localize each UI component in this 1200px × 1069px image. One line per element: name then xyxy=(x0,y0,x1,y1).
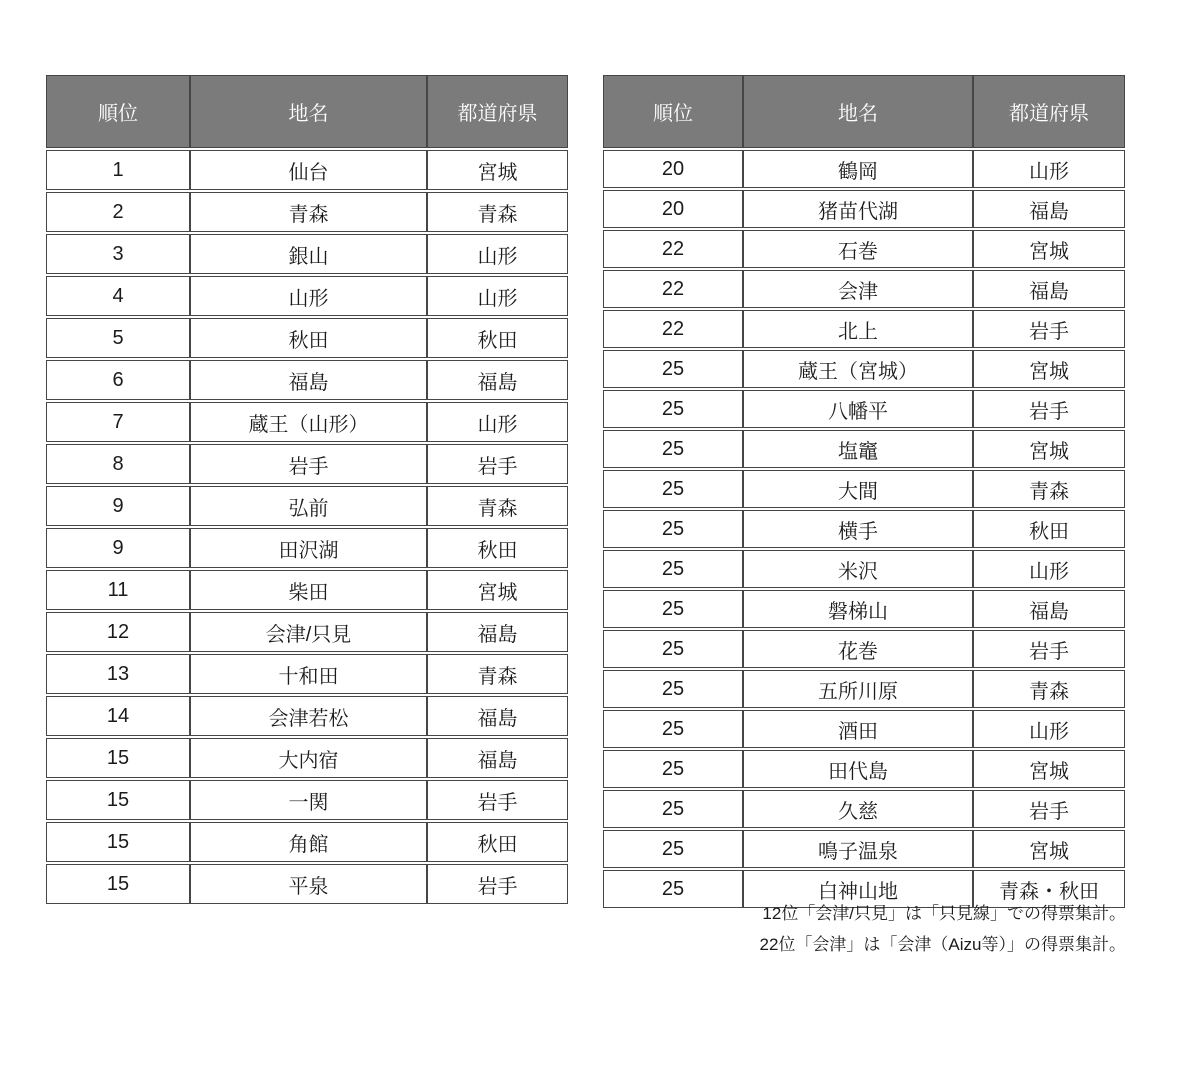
column-header-place: 地名 xyxy=(743,75,973,148)
table-row xyxy=(603,390,1125,428)
table-row xyxy=(46,486,568,526)
prefecture-cell: 岩手 xyxy=(973,630,1125,668)
table-row xyxy=(46,402,568,442)
place-cell: 五所川原 xyxy=(743,670,973,708)
rank-cell: 12 xyxy=(46,612,190,652)
prefecture-cell: 岩手 xyxy=(427,444,568,484)
prefecture-cell: 岩手 xyxy=(427,864,568,904)
prefecture-cell: 岩手 xyxy=(973,310,1125,348)
prefecture-cell: 福島 xyxy=(427,696,568,736)
prefecture-cell: 福島 xyxy=(973,270,1125,308)
prefecture-cell: 福島 xyxy=(973,190,1125,228)
place-cell: 酒田 xyxy=(743,710,973,748)
prefecture-cell: 秋田 xyxy=(427,822,568,862)
rank-cell: 9 xyxy=(46,528,190,568)
prefecture-cell: 青森 xyxy=(973,470,1125,508)
prefecture-cell: 秋田 xyxy=(973,510,1125,548)
prefecture-cell: 岩手 xyxy=(427,780,568,820)
table-row xyxy=(603,790,1125,828)
rank-cell: 25 xyxy=(603,510,743,548)
table-row xyxy=(603,430,1125,468)
prefecture-cell: 福島 xyxy=(973,590,1125,628)
table-row xyxy=(603,670,1125,708)
header-row xyxy=(46,75,568,148)
prefecture-cell: 山形 xyxy=(427,276,568,316)
rank-cell: 15 xyxy=(46,780,190,820)
place-cell: 平泉 xyxy=(190,864,427,904)
rank-cell: 8 xyxy=(46,444,190,484)
place-cell: 八幡平 xyxy=(743,390,973,428)
table-row xyxy=(603,710,1125,748)
rank-cell: 25 xyxy=(603,870,743,908)
table-row xyxy=(603,830,1125,868)
prefecture-cell: 宮城 xyxy=(973,430,1125,468)
place-cell: 大間 xyxy=(743,470,973,508)
place-cell: 横手 xyxy=(743,510,973,548)
place-cell: 会津若松 xyxy=(190,696,427,736)
place-cell: 田沢湖 xyxy=(190,528,427,568)
rank-cell: 15 xyxy=(46,822,190,862)
place-cell: 岩手 xyxy=(190,444,427,484)
ranking-table-left-wrap xyxy=(46,73,568,906)
table-row xyxy=(46,654,568,694)
rank-cell: 22 xyxy=(603,230,743,268)
table-row xyxy=(46,444,568,484)
ranking-table-left xyxy=(46,73,568,906)
rank-cell: 13 xyxy=(46,654,190,694)
place-cell: 大内宿 xyxy=(190,738,427,778)
rank-cell: 25 xyxy=(603,390,743,428)
prefecture-cell: 岩手 xyxy=(973,790,1125,828)
prefecture-cell: 青森 xyxy=(973,670,1125,708)
rank-cell: 9 xyxy=(46,486,190,526)
prefecture-cell: 青森 xyxy=(427,486,568,526)
rank-cell: 15 xyxy=(46,738,190,778)
table-row xyxy=(46,276,568,316)
prefecture-cell: 青森 xyxy=(427,654,568,694)
rank-cell: 4 xyxy=(46,276,190,316)
prefecture-cell: 宮城 xyxy=(973,830,1125,868)
column-header-place: 地名 xyxy=(190,75,427,148)
column-header-rank: 順位 xyxy=(46,75,190,148)
rank-cell: 11 xyxy=(46,570,190,610)
place-cell: 柴田 xyxy=(190,570,427,610)
rank-cell: 15 xyxy=(46,864,190,904)
prefecture-cell: 青森・秋田 xyxy=(973,870,1125,908)
place-cell: 青森 xyxy=(190,192,427,232)
prefecture-cell: 岩手 xyxy=(973,390,1125,428)
place-cell: 会津 xyxy=(743,270,973,308)
place-cell: 塩竈 xyxy=(743,430,973,468)
prefecture-cell: 宮城 xyxy=(973,350,1125,388)
table-row xyxy=(603,750,1125,788)
rank-cell: 14 xyxy=(46,696,190,736)
table-row xyxy=(46,234,568,274)
rank-cell: 25 xyxy=(603,830,743,868)
place-cell: 猪苗代湖 xyxy=(743,190,973,228)
table-row xyxy=(46,864,568,904)
place-cell: 角館 xyxy=(190,822,427,862)
place-cell: 田代島 xyxy=(743,750,973,788)
place-cell: 石巻 xyxy=(743,230,973,268)
ranking-table-right xyxy=(603,73,1125,910)
prefecture-cell: 福島 xyxy=(427,612,568,652)
table-row xyxy=(46,612,568,652)
ranking-table-right-wrap xyxy=(603,73,1125,910)
table-row xyxy=(603,630,1125,668)
place-cell: 十和田 xyxy=(190,654,427,694)
prefecture-cell: 山形 xyxy=(973,150,1125,188)
rank-cell: 25 xyxy=(603,470,743,508)
rank-cell: 7 xyxy=(46,402,190,442)
place-cell: 一関 xyxy=(190,780,427,820)
prefecture-cell: 山形 xyxy=(427,234,568,274)
rank-cell: 20 xyxy=(603,190,743,228)
place-cell: 秋田 xyxy=(190,318,427,358)
rank-cell: 25 xyxy=(603,550,743,588)
place-cell: 磐梯山 xyxy=(743,590,973,628)
table-row xyxy=(603,270,1125,308)
table-row xyxy=(603,590,1125,628)
prefecture-cell: 青森 xyxy=(427,192,568,232)
place-cell: 北上 xyxy=(743,310,973,348)
prefecture-cell: 山形 xyxy=(973,710,1125,748)
column-header-prefecture: 都道府県 xyxy=(973,75,1125,148)
footnote-line-1: 12位「会津/只見」は「只見線」での得票集計。 xyxy=(762,904,1126,923)
table-row xyxy=(603,350,1125,388)
rank-cell: 25 xyxy=(603,430,743,468)
place-cell: 白神山地 xyxy=(743,870,973,908)
footnote-line-2: 22位「会津」は「会津（Aizu等）」の得票集計。 xyxy=(759,935,1126,954)
place-cell: 会津/只見 xyxy=(190,612,427,652)
rank-cell: 2 xyxy=(46,192,190,232)
table-row xyxy=(603,150,1125,188)
rank-cell: 20 xyxy=(603,150,743,188)
table-row xyxy=(46,696,568,736)
rank-cell: 25 xyxy=(603,350,743,388)
table-row xyxy=(46,738,568,778)
table-row xyxy=(603,310,1125,348)
column-header-rank: 順位 xyxy=(603,75,743,148)
rank-cell: 5 xyxy=(46,318,190,358)
rank-cell: 22 xyxy=(603,310,743,348)
prefecture-cell: 宮城 xyxy=(973,750,1125,788)
prefecture-cell: 宮城 xyxy=(427,570,568,610)
rank-cell: 6 xyxy=(46,360,190,400)
prefecture-cell: 秋田 xyxy=(427,318,568,358)
table-row xyxy=(46,570,568,610)
table-row xyxy=(46,150,568,190)
table-row xyxy=(603,230,1125,268)
column-header-prefecture: 都道府県 xyxy=(427,75,568,148)
table-row xyxy=(46,780,568,820)
rank-cell: 25 xyxy=(603,590,743,628)
place-cell: 山形 xyxy=(190,276,427,316)
place-cell: 銀山 xyxy=(190,234,427,274)
header-row xyxy=(603,75,1125,148)
table-row xyxy=(603,510,1125,548)
place-cell: 花巻 xyxy=(743,630,973,668)
place-cell: 久慈 xyxy=(743,790,973,828)
place-cell: 蔵王（宮城） xyxy=(743,350,973,388)
rank-cell: 25 xyxy=(603,630,743,668)
table-row xyxy=(46,822,568,862)
place-cell: 鳴子温泉 xyxy=(743,830,973,868)
place-cell: 福島 xyxy=(190,360,427,400)
place-cell: 仙台 xyxy=(190,150,427,190)
prefecture-cell: 福島 xyxy=(427,360,568,400)
place-cell: 米沢 xyxy=(743,550,973,588)
prefecture-cell: 宮城 xyxy=(973,230,1125,268)
table-row xyxy=(603,190,1125,228)
prefecture-cell: 福島 xyxy=(427,738,568,778)
rank-cell: 25 xyxy=(603,790,743,828)
place-cell: 鶴岡 xyxy=(743,150,973,188)
rank-cell: 25 xyxy=(603,710,743,748)
rank-cell: 25 xyxy=(603,750,743,788)
rank-cell: 1 xyxy=(46,150,190,190)
rank-cell: 3 xyxy=(46,234,190,274)
place-cell: 蔵王（山形） xyxy=(190,402,427,442)
table-row xyxy=(46,318,568,358)
prefecture-cell: 宮城 xyxy=(427,150,568,190)
prefecture-cell: 秋田 xyxy=(427,528,568,568)
table-row xyxy=(603,550,1125,588)
place-cell: 弘前 xyxy=(190,486,427,526)
footnotes xyxy=(760,898,1126,960)
table-row xyxy=(46,192,568,232)
table-row xyxy=(46,360,568,400)
table-row xyxy=(46,528,568,568)
prefecture-cell: 山形 xyxy=(427,402,568,442)
prefecture-cell: 山形 xyxy=(973,550,1125,588)
rank-cell: 25 xyxy=(603,670,743,708)
table-row xyxy=(603,470,1125,508)
rank-cell: 22 xyxy=(603,270,743,308)
